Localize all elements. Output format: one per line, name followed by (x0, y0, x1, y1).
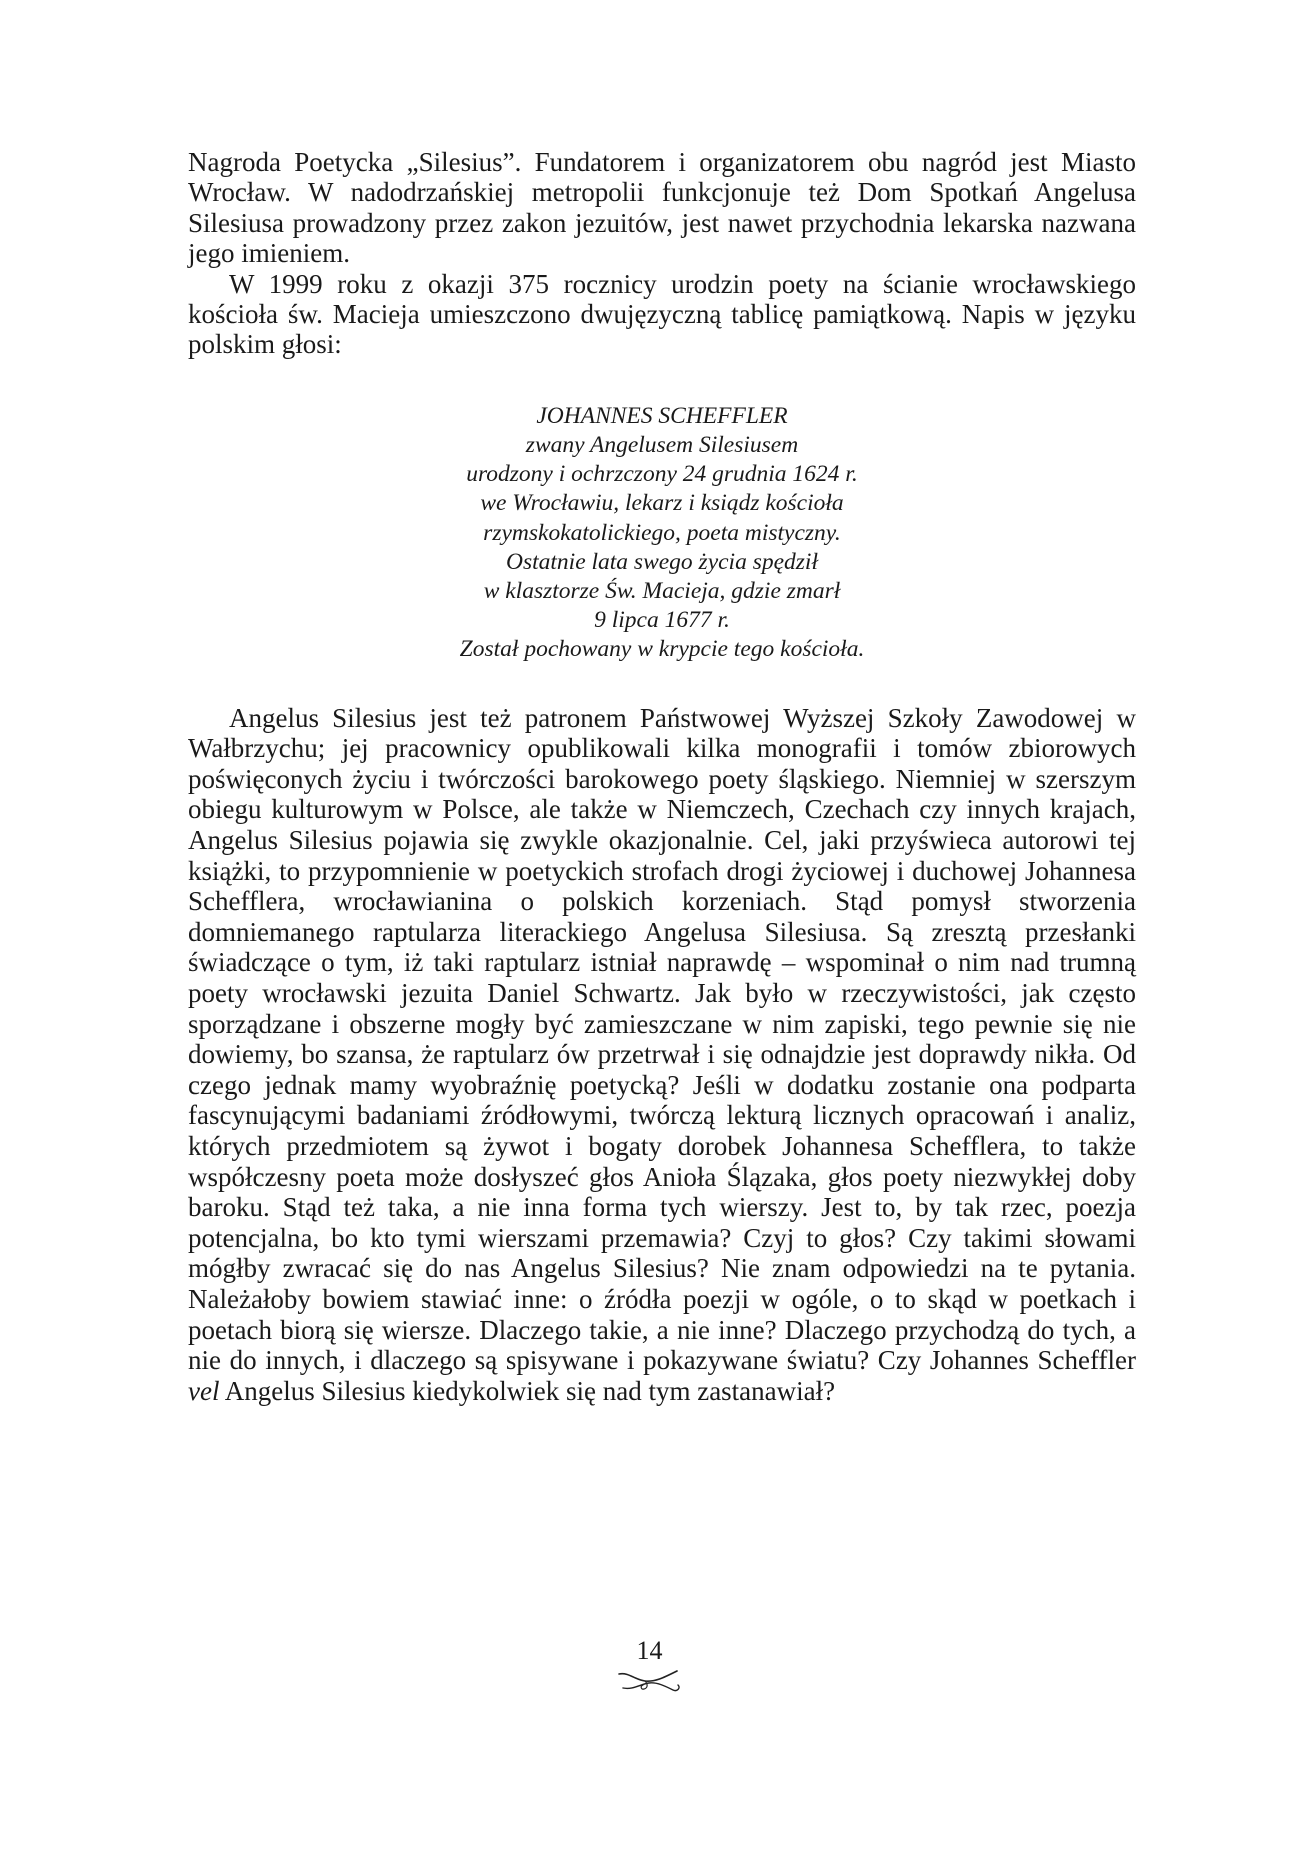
page-body (188, 147, 1136, 1406)
inscription-line: 9 lipca 1677 r. (594, 607, 730, 634)
inscription-line: Został pochowany w krypcie tego kościoła. (459, 636, 865, 663)
inscription-line: w klasztorze Św. Macieja, gdzie zmarł (483, 578, 841, 605)
italic-vel: vel (188, 1375, 220, 1406)
plaque-inscription (188, 402, 1136, 665)
inscription-line: zwany Angelusem Silesiusem (525, 432, 799, 459)
inscription-line: JOHANNES SCHEFFLER (536, 402, 788, 429)
inscription-line: we Wrocławiu, lekarz i ksiądz kościoła (480, 490, 844, 517)
paragraph-memorial-plaque: W 1999 roku z okazji 375 rocznicy urodzin poety na ścianie wrocławskiego kościoła św. Macieja umieszczono dwujęzyczną tablicę pamiątkową. Napis w języku polskim głosi: (188, 268, 1136, 360)
inscription-line: urodzony i ochrzczony 24 grudnia 1624 r. (466, 461, 858, 488)
page-number: 14 (636, 1636, 663, 1665)
paragraph-prize-and-institutions: Nagroda Poetycka „Silesius”. Fundatorem i organizatorem obu nagród jest Miasto Wrocław. W nadodrzańskiej metropolii funkcjonuje też Dom Spotkań Angelusa Silesiusa prowadzony przez zakon jezuitów, jest nawet przychodnia lekarska nazwana jego imieniem. (188, 147, 1136, 269)
inscription-line: rzymskokatolickiego, poeta mistyczny. (483, 519, 841, 546)
paragraph-text: Angelus Silesius jest też patronem Państwowej Wyższej Szkoły Zawodowej w Wałbrzychu; jej pracownicy opublikowali kilka monografii i tomów zbiorowych poświęconych życiu i twórczości barokowego poety śląskiego. Niemniej w szerszym obiegu kulturowym w Polsce, ale także w Niemczech, Czechach czy innych krajach, Angelus Silesius pojawia się zwykle okazjonalnie. Cel, jaki przyświeca autorowi tej książki, to przypomnienie w poetyckich strofach drogi życiowej i duchowej Johannesa Schefflera, wrocławianina o polskich korzeniach. Stąd pomysł stworzenia domniemanego raptularza literackiego Angelusa Silesiusa. Są zresztą przesłanki świadczące o tym, iż taki raptularz istniał naprawdę – wspominał o nim nad trumną poety wrocławski jezuita Daniel Schwartz. Jak było w rzeczywistości, jak często sporządzane i obszerne mogły być zamieszczane w nim zapiski, tego pewnie się nie dowiemy, bo szansa, że raptularz ów przetrwał i się odnajdzie jest doprawdy nikła. Od czego jednak mamy wyobraźnię poetycką? Jeśli w dodatku zostanie ona podparta fascynującymi badaniami źródłowymi, twórczą lekturą licznych opracowań i analiz, których przedmiotem są żywot i bogaty dorobek Johannesa Schefflera, to także współczesny poeta może dosłyszeć głos Anioła Ślązaka, głos poety niezwykłej doby baroku. Stąd też taka, a nie inna forma tych wierszy. Jest to, by tak rzec, poezja potencjalna, bo kto tymi wierszami przemawia? Czyj to głos? Czy takimi słowami mógłby zwracać się do nas Angelus Silesius? Nie znam odpowiedzi na te pytania. Należałoby bowiem stawiać inne: o źródła poezji w ogóle, o to skąd w poetkach i poetach biorą się wiersze. Dlaczego takie, a nie inne? Dlaczego przychodzą do tych, a nie do innych, i dlaczego są spisywane i pokazywane światu? Czy Johannes Scheffler (188, 702, 1136, 1376)
inscription-line: Ostatnie lata swego życia spędził (505, 548, 818, 575)
paragraph-text-end: Angelus Silesius kiedykolwiek się nad tym zastanawiał? (219, 1375, 836, 1406)
page-footer (0, 1636, 1299, 1694)
paragraph-book-purpose (188, 703, 1136, 1407)
flourish-ornament-icon (615, 1668, 685, 1694)
